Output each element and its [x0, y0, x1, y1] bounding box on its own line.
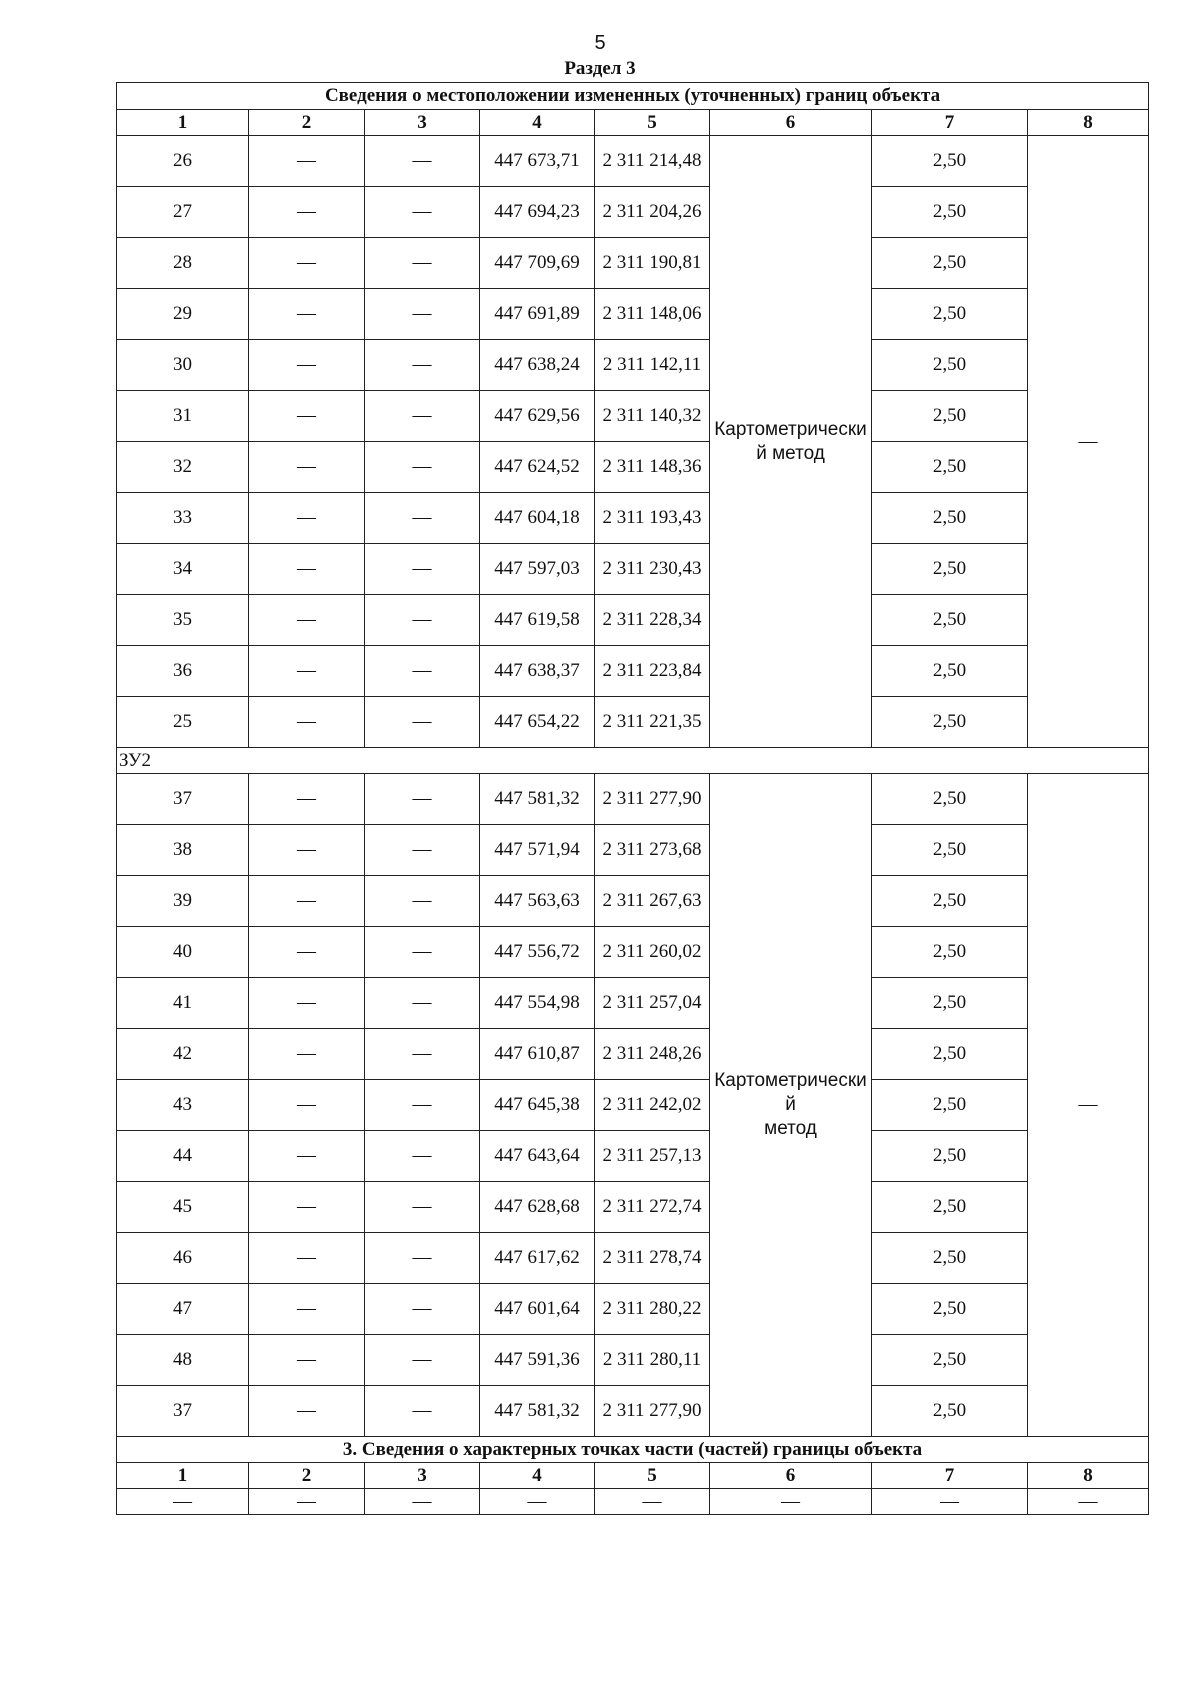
accuracy-value: 2,50 [872, 391, 1028, 442]
table-row [117, 391, 1149, 442]
x-coordinate: 447 554,98 [480, 978, 595, 1029]
col3-value: — [365, 340, 480, 391]
y-coordinate: 2 311 142,11 [595, 340, 710, 391]
accuracy-value: 2,50 [872, 697, 1028, 748]
table-row [117, 1233, 1149, 1284]
method-text: й метод [756, 442, 825, 464]
table-row [117, 1131, 1149, 1182]
table-title-row [117, 83, 1149, 110]
point-number: 44 [117, 1131, 249, 1182]
x-coordinate: 447 691,89 [480, 289, 595, 340]
col8-value: — [1028, 774, 1149, 1437]
column-number: 8 [1028, 110, 1149, 136]
y-coordinate: 2 311 190,81 [595, 238, 710, 289]
x-coordinate: 447 694,23 [480, 187, 595, 238]
table-row [117, 825, 1149, 876]
y-coordinate: 2 311 148,06 [595, 289, 710, 340]
col3-value: — [365, 978, 480, 1029]
table-row [117, 289, 1149, 340]
part-cell: — [365, 1489, 480, 1515]
table-row [117, 774, 1149, 825]
x-coordinate: 447 601,64 [480, 1284, 595, 1335]
part-cell: — [872, 1489, 1028, 1515]
point-number: 26 [117, 136, 249, 187]
x-coordinate: 447 638,24 [480, 340, 595, 391]
y-coordinate: 2 311 221,35 [595, 697, 710, 748]
col2-value: — [249, 978, 365, 1029]
part-column-number-row [117, 1463, 1149, 1489]
method-text: й [785, 1094, 796, 1115]
point-number: 35 [117, 595, 249, 646]
col2-value: — [249, 697, 365, 748]
table-row [117, 493, 1149, 544]
column-number: 2 [249, 1463, 365, 1489]
table-row [117, 595, 1149, 646]
col8-value: — [1028, 136, 1149, 748]
col2-value: — [249, 391, 365, 442]
y-coordinate: 2 311 257,04 [595, 978, 710, 1029]
col3-value: — [365, 289, 480, 340]
accuracy-value: 2,50 [872, 442, 1028, 493]
y-coordinate: 2 311 140,32 [595, 391, 710, 442]
accuracy-value: 2,50 [872, 825, 1028, 876]
col2-value: — [249, 442, 365, 493]
point-number: 28 [117, 238, 249, 289]
col3-value: — [365, 927, 480, 978]
column-number: 1 [117, 1463, 249, 1489]
accuracy-value: 2,50 [872, 774, 1028, 825]
table-row [117, 238, 1149, 289]
col2-value: — [249, 1182, 365, 1233]
col2-value: — [249, 825, 365, 876]
x-coordinate: 447 597,03 [480, 544, 595, 595]
part-cell: — [249, 1489, 365, 1515]
col3-value: — [365, 187, 480, 238]
y-coordinate: 2 311 223,84 [595, 646, 710, 697]
y-coordinate: 2 311 204,26 [595, 187, 710, 238]
accuracy-value: 2,50 [872, 1386, 1028, 1437]
part-cell: — [480, 1489, 595, 1515]
x-coordinate: 447 619,58 [480, 595, 595, 646]
table-row [117, 697, 1149, 748]
accuracy-value: 2,50 [872, 289, 1028, 340]
col2-value: — [249, 1386, 365, 1437]
col2-value: — [249, 927, 365, 978]
y-coordinate: 2 311 277,90 [595, 774, 710, 825]
col2-value: — [249, 595, 365, 646]
col2-value: — [249, 1233, 365, 1284]
col2-value: — [249, 187, 365, 238]
method-text: Картометрически [714, 1070, 867, 1091]
x-coordinate: 447 654,22 [480, 697, 595, 748]
col3-value: — [365, 697, 480, 748]
x-coordinate: 447 581,32 [480, 1386, 595, 1437]
y-coordinate: 2 311 272,74 [595, 1182, 710, 1233]
point-number: 37 [117, 1386, 249, 1437]
table-row [117, 1080, 1149, 1131]
x-coordinate: 447 643,64 [480, 1131, 595, 1182]
accuracy-value: 2,50 [872, 1029, 1028, 1080]
col3-value: — [365, 1284, 480, 1335]
accuracy-value: 2,50 [872, 1233, 1028, 1284]
accuracy-value: 2,50 [872, 876, 1028, 927]
col3-value: — [365, 1080, 480, 1131]
part-title: 3. Сведения о характерных точках части (частей) границы объекта [117, 1437, 1149, 1463]
col3-value: — [365, 646, 480, 697]
y-coordinate: 2 311 248,26 [595, 1029, 710, 1080]
accuracy-value: 2,50 [872, 1080, 1028, 1131]
accuracy-value: 2,50 [872, 646, 1028, 697]
y-coordinate: 2 311 214,48 [595, 136, 710, 187]
col3-value: — [365, 876, 480, 927]
col3-value: — [365, 238, 480, 289]
point-number: 47 [117, 1284, 249, 1335]
parcel-label-row [117, 748, 1149, 774]
parcel-label: ЗУ2 [117, 748, 1149, 774]
column-number: 6 [710, 1463, 872, 1489]
table-row [117, 876, 1149, 927]
col2-value: — [249, 238, 365, 289]
part-cell: — [117, 1489, 249, 1515]
column-number: 8 [1028, 1463, 1149, 1489]
method-text: метод [764, 1118, 817, 1139]
accuracy-value: 2,50 [872, 136, 1028, 187]
y-coordinate: 2 311 280,22 [595, 1284, 710, 1335]
column-number: 3 [365, 110, 480, 136]
x-coordinate: 447 709,69 [480, 238, 595, 289]
col2-value: — [249, 1335, 365, 1386]
accuracy-value: 2,50 [872, 1182, 1028, 1233]
point-number: 32 [117, 442, 249, 493]
col3-value: — [365, 825, 480, 876]
table-row [117, 442, 1149, 493]
accuracy-value: 2,50 [872, 595, 1028, 646]
x-coordinate: 447 624,52 [480, 442, 595, 493]
table-row [117, 187, 1149, 238]
table-row [117, 1386, 1149, 1437]
point-number: 31 [117, 391, 249, 442]
point-number: 40 [117, 927, 249, 978]
col2-value: — [249, 1284, 365, 1335]
column-number: 3 [365, 1463, 480, 1489]
point-number: 30 [117, 340, 249, 391]
col2-value: — [249, 340, 365, 391]
col3-value: — [365, 1233, 480, 1284]
table-row [117, 927, 1149, 978]
y-coordinate: 2 311 257,13 [595, 1131, 710, 1182]
point-number: 36 [117, 646, 249, 697]
accuracy-value: 2,50 [872, 1131, 1028, 1182]
y-coordinate: 2 311 193,43 [595, 493, 710, 544]
col2-value: — [249, 136, 365, 187]
column-number: 2 [249, 110, 365, 136]
part-title-row [117, 1437, 1149, 1463]
table-row [117, 544, 1149, 595]
col3-value: — [365, 774, 480, 825]
table-row [117, 340, 1149, 391]
column-number: 7 [872, 1463, 1028, 1489]
col3-value: — [365, 544, 480, 595]
col3-value: — [365, 1386, 480, 1437]
table-row [117, 1284, 1149, 1335]
x-coordinate: 447 638,37 [480, 646, 595, 697]
col2-value: — [249, 876, 365, 927]
column-number: 6 [710, 110, 872, 136]
col3-value: — [365, 136, 480, 187]
table-title: Сведения о местоположении измененных (уточненных) границ объекта [117, 83, 1149, 110]
x-coordinate: 447 571,94 [480, 825, 595, 876]
column-number-row [117, 110, 1149, 136]
y-coordinate: 2 311 148,36 [595, 442, 710, 493]
accuracy-value: 2,50 [872, 544, 1028, 595]
accuracy-value: 2,50 [872, 1284, 1028, 1335]
point-number: 41 [117, 978, 249, 1029]
part-cell: — [710, 1489, 872, 1515]
col3-value: — [365, 391, 480, 442]
col3-value: — [365, 1131, 480, 1182]
part-data-row [117, 1489, 1149, 1515]
y-coordinate: 2 311 280,11 [595, 1335, 710, 1386]
part-cell: — [1028, 1489, 1149, 1515]
column-number: 4 [480, 1463, 595, 1489]
y-coordinate: 2 311 273,68 [595, 825, 710, 876]
col2-value: — [249, 289, 365, 340]
method-text: Картометрически [714, 418, 867, 440]
y-coordinate: 2 311 228,34 [595, 595, 710, 646]
point-number: 39 [117, 876, 249, 927]
column-number: 5 [595, 1463, 710, 1489]
point-number: 43 [117, 1080, 249, 1131]
point-number: 33 [117, 493, 249, 544]
col2-value: — [249, 1080, 365, 1131]
col2-value: — [249, 544, 365, 595]
point-number: 29 [117, 289, 249, 340]
table-row [117, 1335, 1149, 1386]
column-number: 4 [480, 110, 595, 136]
table-row [117, 978, 1149, 1029]
y-coordinate: 2 311 230,43 [595, 544, 710, 595]
table-row [117, 646, 1149, 697]
method-cell [710, 774, 872, 1437]
col3-value: — [365, 442, 480, 493]
y-coordinate: 2 311 242,02 [595, 1080, 710, 1131]
column-number: 1 [117, 110, 249, 136]
col2-value: — [249, 1029, 365, 1080]
boundary-table [116, 82, 1149, 1515]
point-number: 25 [117, 697, 249, 748]
col3-value: — [365, 1182, 480, 1233]
col3-value: — [365, 493, 480, 544]
x-coordinate: 447 610,87 [480, 1029, 595, 1080]
col2-value: — [249, 774, 365, 825]
point-number: 45 [117, 1182, 249, 1233]
x-coordinate: 447 563,63 [480, 876, 595, 927]
x-coordinate: 447 629,56 [480, 391, 595, 442]
point-number: 37 [117, 774, 249, 825]
point-number: 27 [117, 187, 249, 238]
column-number: 7 [872, 110, 1028, 136]
accuracy-value: 2,50 [872, 493, 1028, 544]
y-coordinate: 2 311 278,74 [595, 1233, 710, 1284]
col3-value: — [365, 595, 480, 646]
col3-value: — [365, 1029, 480, 1080]
x-coordinate: 447 591,36 [480, 1335, 595, 1386]
table-row [117, 136, 1149, 187]
point-number: 34 [117, 544, 249, 595]
accuracy-value: 2,50 [872, 238, 1028, 289]
method-cell [710, 136, 872, 748]
column-number: 5 [595, 110, 710, 136]
point-number: 46 [117, 1233, 249, 1284]
x-coordinate: 447 645,38 [480, 1080, 595, 1131]
x-coordinate: 447 556,72 [480, 927, 595, 978]
x-coordinate: 447 617,62 [480, 1233, 595, 1284]
part-cell: — [595, 1489, 710, 1515]
col2-value: — [249, 646, 365, 697]
x-coordinate: 447 673,71 [480, 136, 595, 187]
accuracy-value: 2,50 [872, 187, 1028, 238]
col2-value: — [249, 493, 365, 544]
x-coordinate: 447 628,68 [480, 1182, 595, 1233]
accuracy-value: 2,50 [872, 927, 1028, 978]
x-coordinate: 447 581,32 [480, 774, 595, 825]
col2-value: — [249, 1131, 365, 1182]
point-number: 48 [117, 1335, 249, 1386]
point-number: 38 [117, 825, 249, 876]
accuracy-value: 2,50 [872, 978, 1028, 1029]
section-title: Раздел 3 [564, 58, 636, 79]
y-coordinate: 2 311 277,90 [595, 1386, 710, 1437]
accuracy-value: 2,50 [872, 340, 1028, 391]
y-coordinate: 2 311 267,63 [595, 876, 710, 927]
table-row [117, 1029, 1149, 1080]
col3-value: — [365, 1335, 480, 1386]
point-number: 42 [117, 1029, 249, 1080]
x-coordinate: 447 604,18 [480, 493, 595, 544]
table-row [117, 1182, 1149, 1233]
page-number: 5 [594, 32, 606, 54]
accuracy-value: 2,50 [872, 1335, 1028, 1386]
y-coordinate: 2 311 260,02 [595, 927, 710, 978]
